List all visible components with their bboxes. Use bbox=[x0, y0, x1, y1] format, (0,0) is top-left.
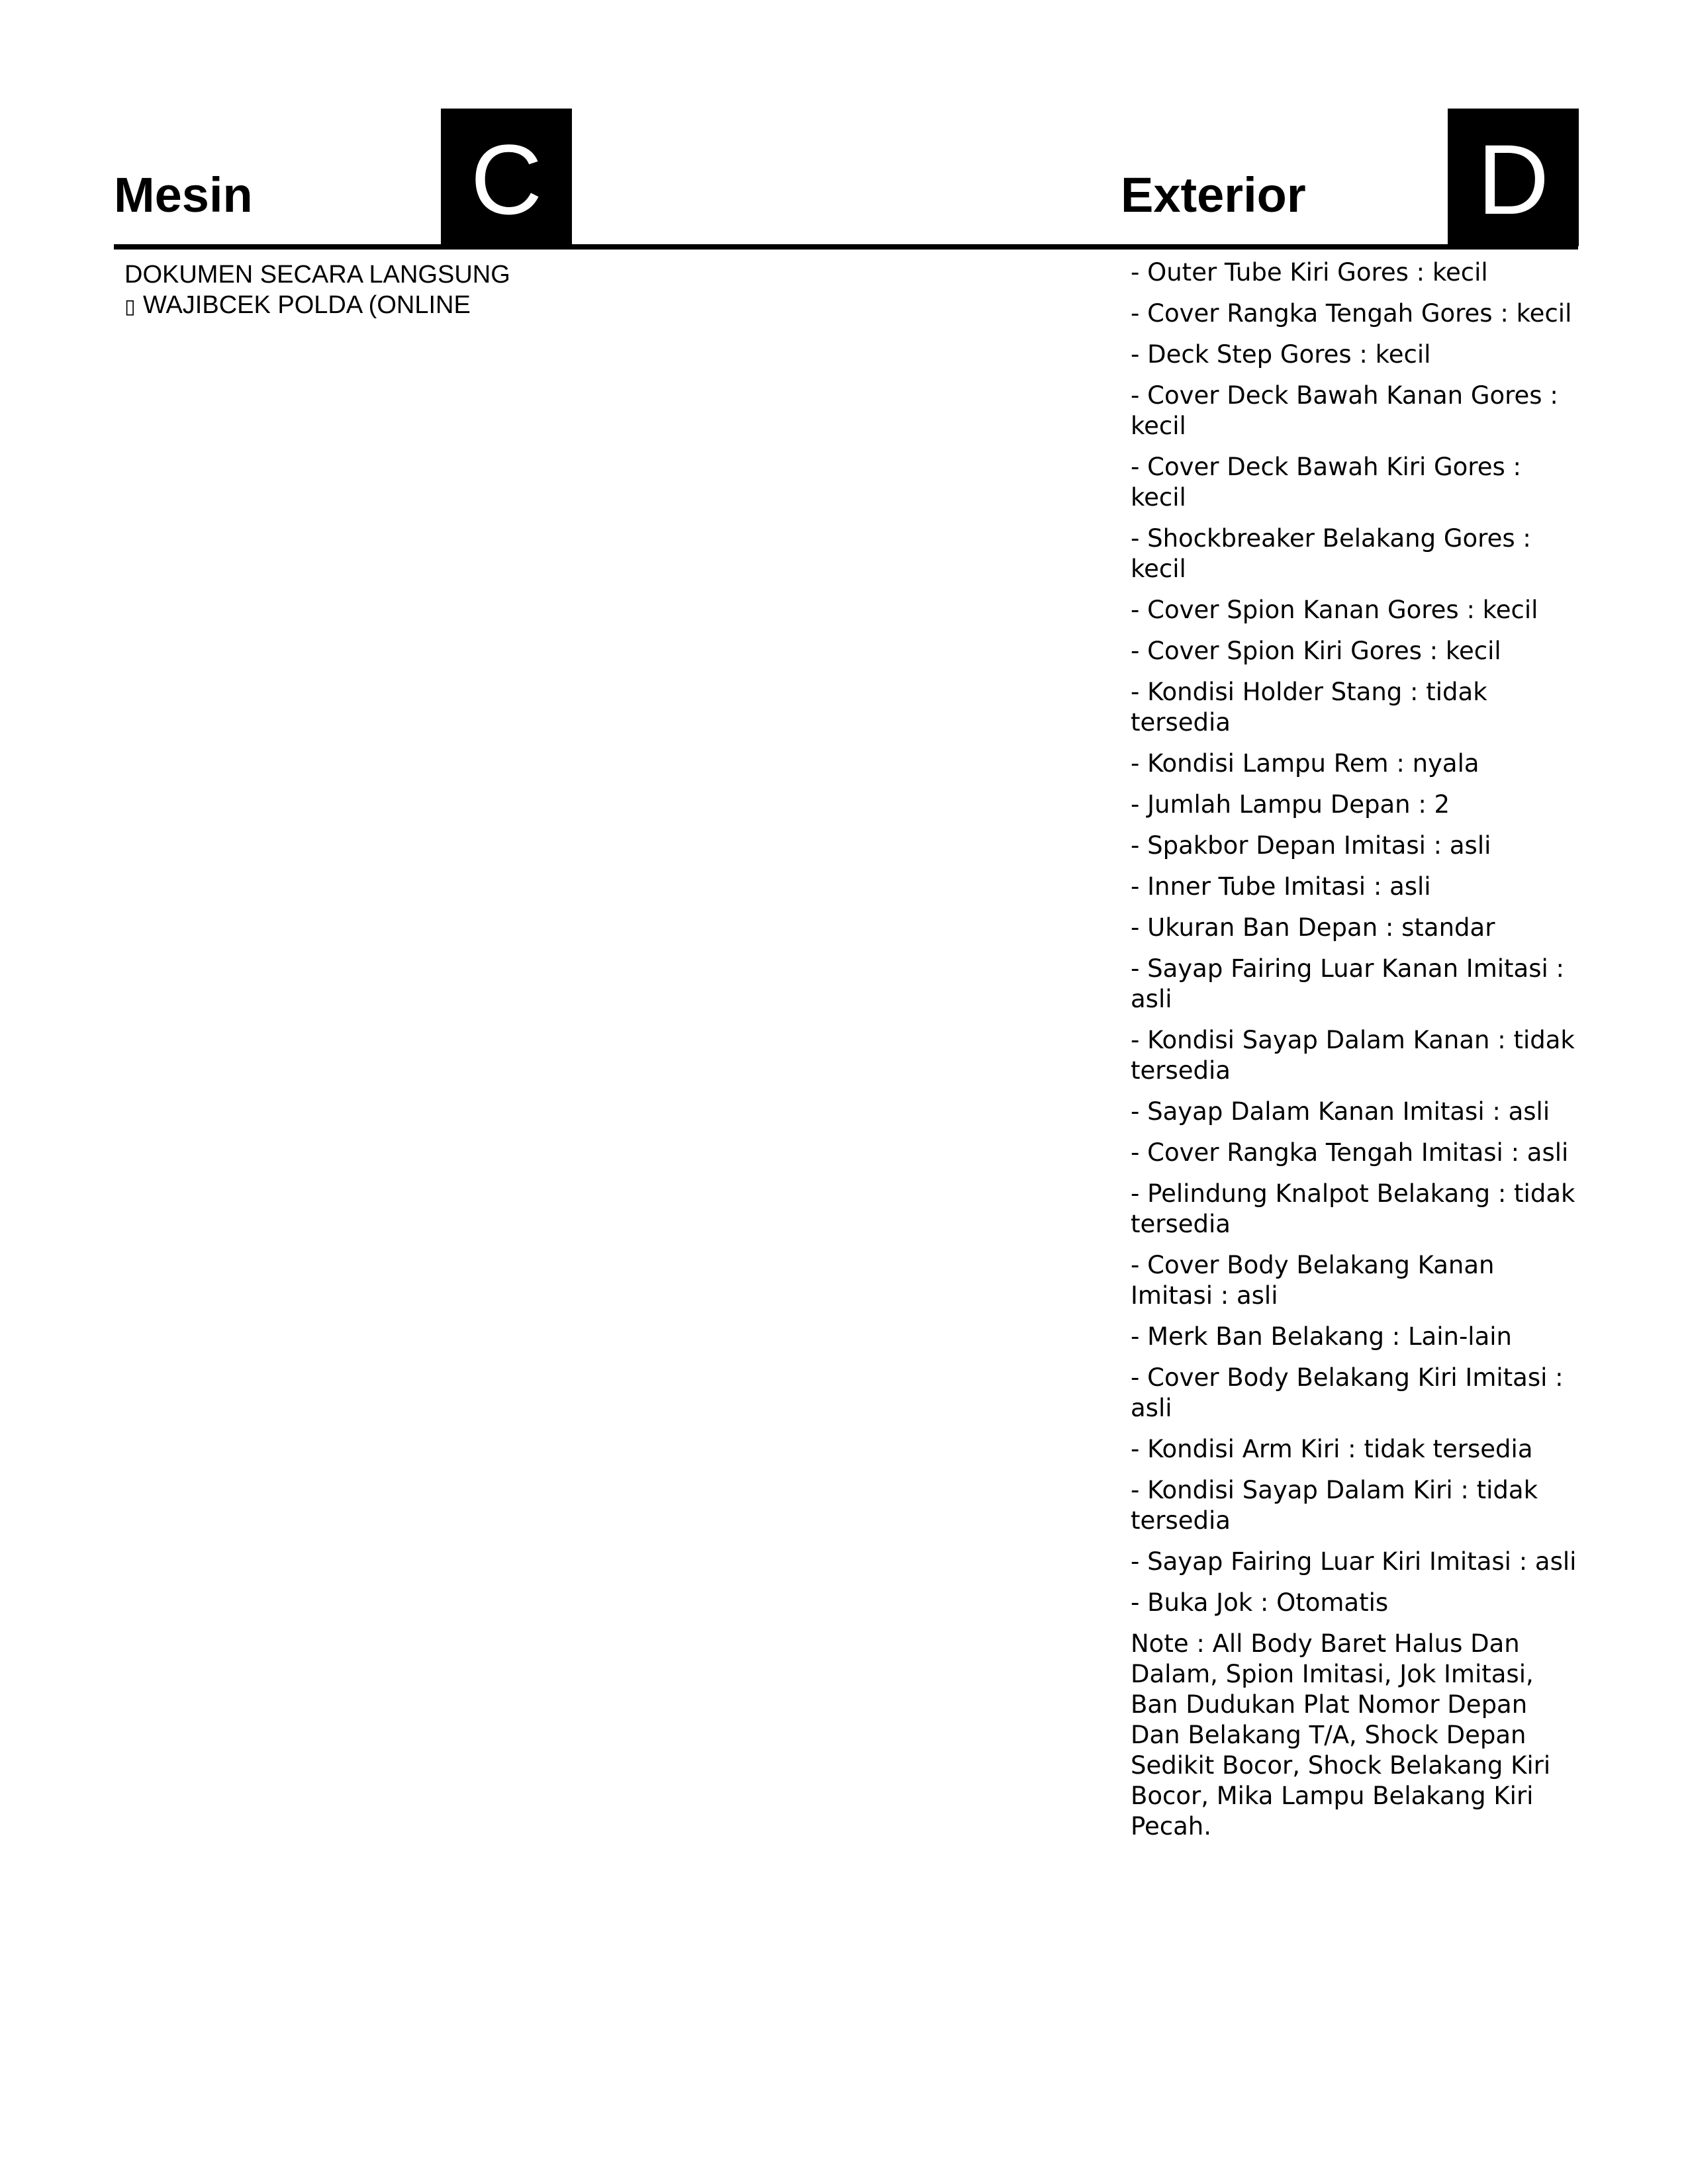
exterior-item: - Kondisi Sayap Dalam Kiri : tidak tersedia bbox=[1131, 1476, 1538, 1535]
exterior-item: - Sayap Dalam Kanan Imitasi : asli bbox=[1131, 1097, 1550, 1126]
exterior-item: - Pelindung Knalpot Belakang : tidak tersedia bbox=[1131, 1179, 1575, 1238]
exterior-item: - Spakbor Depan Imitasi : asli bbox=[1131, 831, 1491, 860]
exterior-item: - Sayap Fairing Luar Kanan Imitasi : asli bbox=[1131, 954, 1564, 1013]
exterior-item: - Jumlah Lampu Depan : 2 bbox=[1131, 790, 1450, 819]
exterior-item: - Merk Ban Belakang : Lain-lain bbox=[1131, 1322, 1512, 1351]
exterior-item: - Buka Jok : Otomatis bbox=[1131, 1588, 1389, 1617]
exterior-item: - Kondisi Lampu Rem : nyala bbox=[1131, 749, 1479, 778]
exterior-content bbox=[1131, 257, 1578, 1842]
exterior-note: Note : All Body Baret Halus Dan Dalam, Spion Imitasi, Jok Imitasi, Ban Dudukan Plat Nomor Depan Dan Belakang T/A, Shock Depan Sedikit Bocor, Shock Belakang Kiri Bocor, Mika Lampu Belakang Kiri Pecah. bbox=[1131, 1629, 1551, 1841]
exterior-item: - Deck Step Gores : kecil bbox=[1131, 340, 1431, 369]
mesin-line-1: DOKUMEN SECARA LANGSUNG bbox=[124, 261, 510, 289]
exterior-item: - Ukuran Ban Depan : standar bbox=[1131, 913, 1495, 942]
exterior-item: - Inner Tube Imitasi : asli bbox=[1131, 872, 1431, 901]
exterior-section-badge bbox=[1448, 109, 1579, 246]
mesin-line-2-row bbox=[124, 290, 588, 322]
exterior-item: - Cover Spion Kiri Gores : kecil bbox=[1131, 637, 1501, 665]
exterior-item: - Cover Rangka Tengah Gores : kecil bbox=[1131, 299, 1572, 328]
mesin-section-badge bbox=[441, 109, 572, 246]
missing-glyph-icon: ▯ bbox=[124, 295, 136, 318]
exterior-item: - Cover Deck Bawah Kiri Gores : kecil bbox=[1131, 453, 1521, 512]
exterior-item: - Kondisi Sayap Dalam Kanan : tidak tersedia bbox=[1131, 1026, 1575, 1085]
exterior-item: - Cover Deck Bawah Kanan Gores : kecil bbox=[1131, 381, 1558, 440]
mesin-section-letter: C bbox=[470, 124, 543, 235]
exterior-item: - Cover Body Belakang Kanan Imitasi : asli bbox=[1131, 1251, 1495, 1310]
exterior-item: - Cover Body Belakang Kiri Imitasi : asli bbox=[1131, 1363, 1564, 1422]
exterior-item: - Cover Rangka Tengah Imitasi : asli bbox=[1131, 1138, 1569, 1167]
exterior-section-title: Exterior bbox=[1121, 167, 1306, 222]
exterior-item: - Shockbreaker Belakang Gores : kecil bbox=[1131, 524, 1531, 583]
mesin-line-2: WAJIBCEK POLDA (ONLINE bbox=[143, 291, 471, 319]
header-divider bbox=[114, 244, 1578, 250]
exterior-item: - Sayap Fairing Luar Kiri Imitasi : asli bbox=[1131, 1547, 1577, 1576]
exterior-section-letter: D bbox=[1477, 124, 1550, 235]
mesin-content bbox=[124, 259, 588, 322]
exterior-item: - Kondisi Holder Stang : tidak tersedia bbox=[1131, 678, 1487, 737]
exterior-item: - Kondisi Arm Kiri : tidak tersedia bbox=[1131, 1435, 1533, 1463]
mesin-section-title: Mesin bbox=[114, 167, 253, 222]
exterior-item: - Cover Spion Kanan Gores : kecil bbox=[1131, 596, 1538, 624]
exterior-item: - Outer Tube Kiri Gores : kecil bbox=[1131, 258, 1488, 287]
